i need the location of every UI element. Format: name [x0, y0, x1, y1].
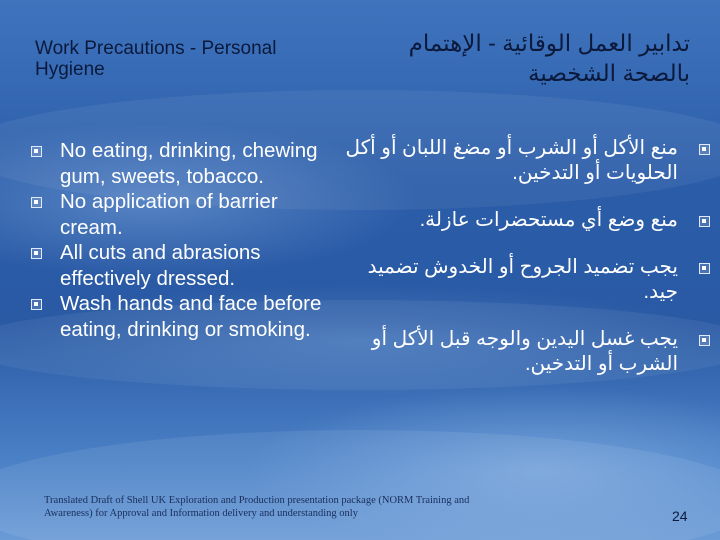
english-bullet-list: [30, 138, 330, 342]
page-number: 24: [672, 508, 688, 524]
square-bullet-icon: [698, 334, 710, 346]
bullet-text: No eating, drinking, chewing gum, sweets, tobacco.: [60, 139, 318, 188]
square-bullet-icon: [30, 145, 42, 157]
bullet-text: منع الأكل أو الشرب أو مضغ اللبان أو أكل الحلويات أو التدخين.: [345, 137, 678, 184]
square-bullet-icon: [698, 215, 710, 227]
background-wave: [0, 430, 720, 540]
square-bullet-icon: [698, 143, 710, 155]
square-bullet-icon: [30, 196, 42, 208]
arabic-bullet-list: [340, 136, 710, 377]
bullet-item-english: [30, 189, 330, 240]
bullet-text: يجب غسل اليدين والوجه قبل الأكل أو الشرب أو التدخين.: [371, 328, 678, 375]
square-bullet-icon: [30, 247, 42, 259]
bullet-item-arabic: [340, 208, 710, 233]
bullet-item-arabic: [340, 255, 710, 305]
square-bullet-icon: [30, 298, 42, 310]
bullet-item-arabic: [340, 136, 710, 186]
bullet-text: Wash hands and face before eating, drinking or smoking.: [60, 292, 322, 341]
bullet-item-english: [30, 240, 330, 291]
bullet-text: All cuts and abrasions effectively dressed.: [60, 241, 261, 290]
square-bullet-icon: [698, 262, 710, 274]
bullet-text: يجب تضميد الجروح أو الخدوش تضميد جيد.: [367, 256, 678, 303]
bullet-text: No application of barrier cream.: [60, 190, 278, 239]
slide-title-english: Work Precautions - Personal Hygiene: [35, 38, 277, 80]
bullet-item-english: [30, 138, 330, 189]
slide-footer-note: Translated Draft of Shell UK Exploration and Production presentation package (NORM Training and Awareness) for Approval and Information delivery and understanding only: [44, 495, 470, 519]
bullet-text: منع وضع أي مستحضرات عازلة.: [419, 209, 678, 231]
slide-title-arabic: تدابير العمل الوقائية - الإهتمام بالصحة الشخصية: [408, 30, 690, 86]
bullet-item-english: [30, 291, 330, 342]
bullet-item-arabic: [340, 327, 710, 377]
